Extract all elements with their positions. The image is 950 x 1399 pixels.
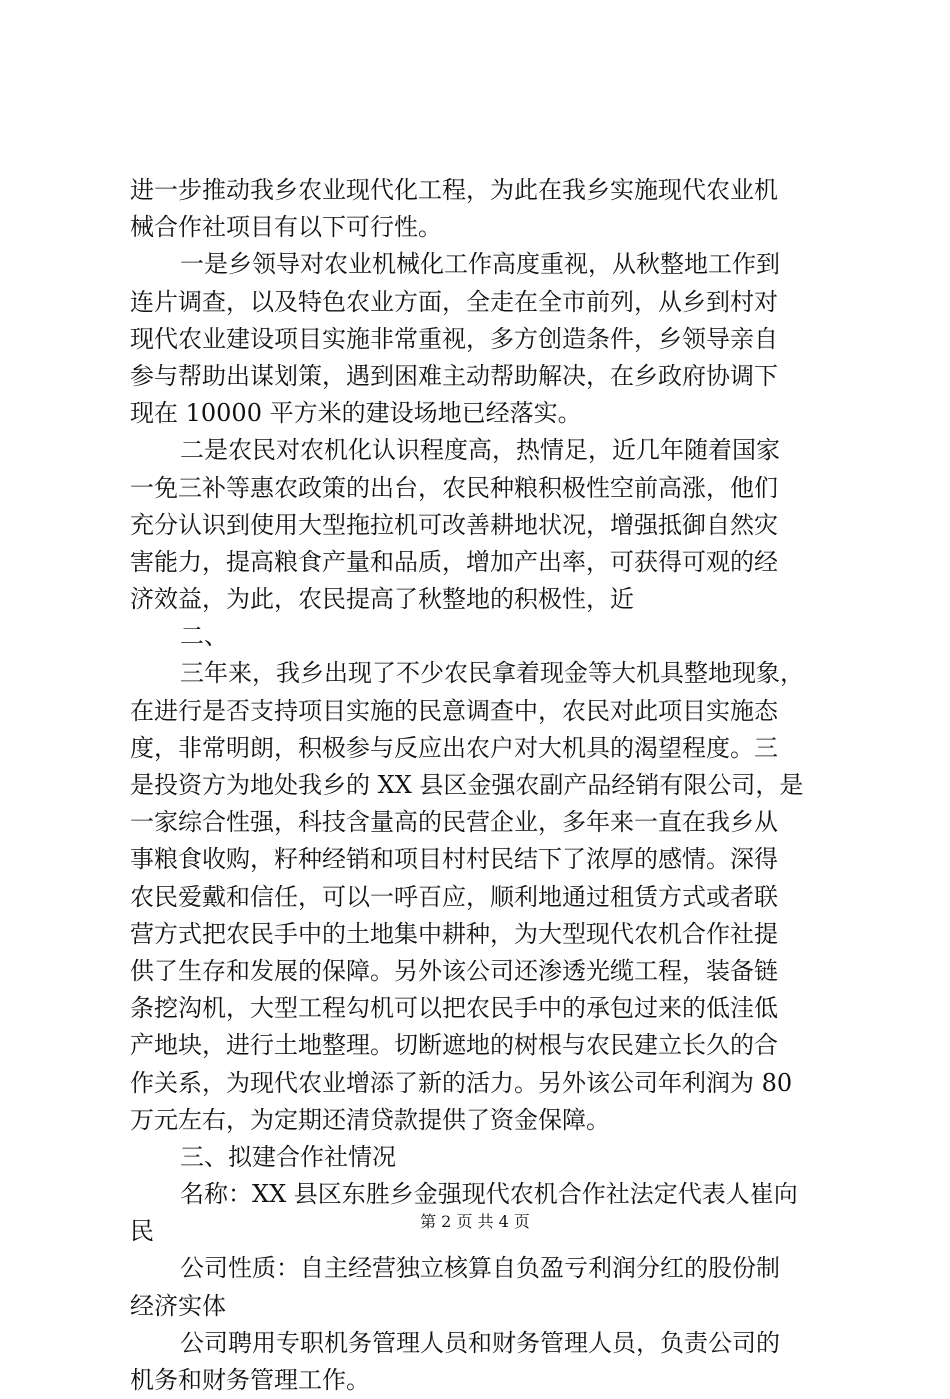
text-line: 现在 10000 平方米的建设场地已经落实。 (130, 399, 582, 428)
text-line: 在进行是否支持项目实施的民意调查中，农民对此项目实施态 (130, 696, 778, 725)
text-line: 二、 (180, 622, 228, 651)
text-line: 一家综合性强，科技含量高的民营企业，多年来一直在我乡从 (130, 808, 778, 837)
text-line: 三年来，我乡出现了不少农民拿着现金等大机具整地现象， (180, 659, 804, 688)
text-line: 二是农民对农机化认识程度高，热情足，近几年随着国家 (180, 436, 780, 465)
text-line: 产地块，进行土地整理。切断遮地的树根与农民建立长久的合 (130, 1031, 778, 1060)
text-line: 一是乡领导对农业机械化工作高度重视，从秋整地工作到 (180, 250, 780, 279)
text-line: 参与帮助出谋划策，遇到困难主动帮助解决，在乡政府协调下 (130, 361, 778, 390)
text-line: 害能力，提高粮食产量和品质，增加产出率，可获得可观的经 (130, 547, 778, 576)
text-line: 营方式把农民手中的土地集中耕种，为大型现代农机合作社提 (130, 919, 778, 948)
text-line: 进一步推动我乡农业现代化工程，为此在我乡实施现代农业机 (130, 176, 778, 204)
text-line: 供了生存和发展的保障。另外该公司还渗透光缆工程，装备链 (130, 956, 778, 985)
text-line: 充分认识到使用大型拖拉机可改善耕地状况，增强抵御自然灾 (130, 510, 778, 539)
text-line: 济效益，为此，农民提高了秋整地的积极性，近 (130, 585, 634, 614)
text-line: 作关系，为现代农业增添了新的活力。另外该公司年利润为 80 (130, 1068, 793, 1097)
text-line: 公司性质：自主经营独立核算自负盈亏利润分红的股份制 (180, 1254, 780, 1283)
page-footer: 第 2 页 共 4 页 (420, 1212, 530, 1231)
text-line: 机务和财务管理工作。 (130, 1366, 370, 1394)
text-line: 度，非常明朗，积极参与反应出农户对大机具的渴望程度。三 (130, 733, 778, 762)
text-line: 一免三补等惠农政策的出台，农民种粮积极性空前高涨，他们 (130, 473, 778, 502)
text-line: 条挖沟机，大型工程勾机可以把农民手中的承包过来的低洼低 (130, 994, 778, 1023)
text-line: 公司聘用专职机务管理人员和财务管理人员，负责公司的 (180, 1328, 780, 1357)
text-line: 事粮食收购，籽种经销和项目村村民结下了浓厚的感情。深得 (130, 845, 778, 874)
text-line: 农民爱戴和信任，可以一呼百应，顺利地通过租赁方式或者联 (130, 882, 778, 911)
text-line: 连片调查，以及特色农业方面，全走在全市前列，从乡到村对 (130, 287, 778, 316)
text-line: 名称：XX 县区东胜乡金强现代农机合作社法定代表人崔向 (180, 1180, 798, 1209)
text-line: 械合作社项目有以下可行性。 (130, 213, 442, 242)
text-line: 三、拟建合作社情况 (180, 1142, 396, 1171)
text-line: 万元左右，为定期还清贷款提供了资金保障。 (130, 1105, 610, 1134)
text-line: 现代农业建设项目实施非常重视，多方创造条件，乡领导亲自 (130, 324, 778, 353)
text-line: 民 (130, 1217, 154, 1246)
text-line: 经济实体 (130, 1291, 226, 1320)
text-line: 是投资方为地处我乡的 XX 县区金强农副产品经销有限公司，是 (130, 771, 804, 799)
